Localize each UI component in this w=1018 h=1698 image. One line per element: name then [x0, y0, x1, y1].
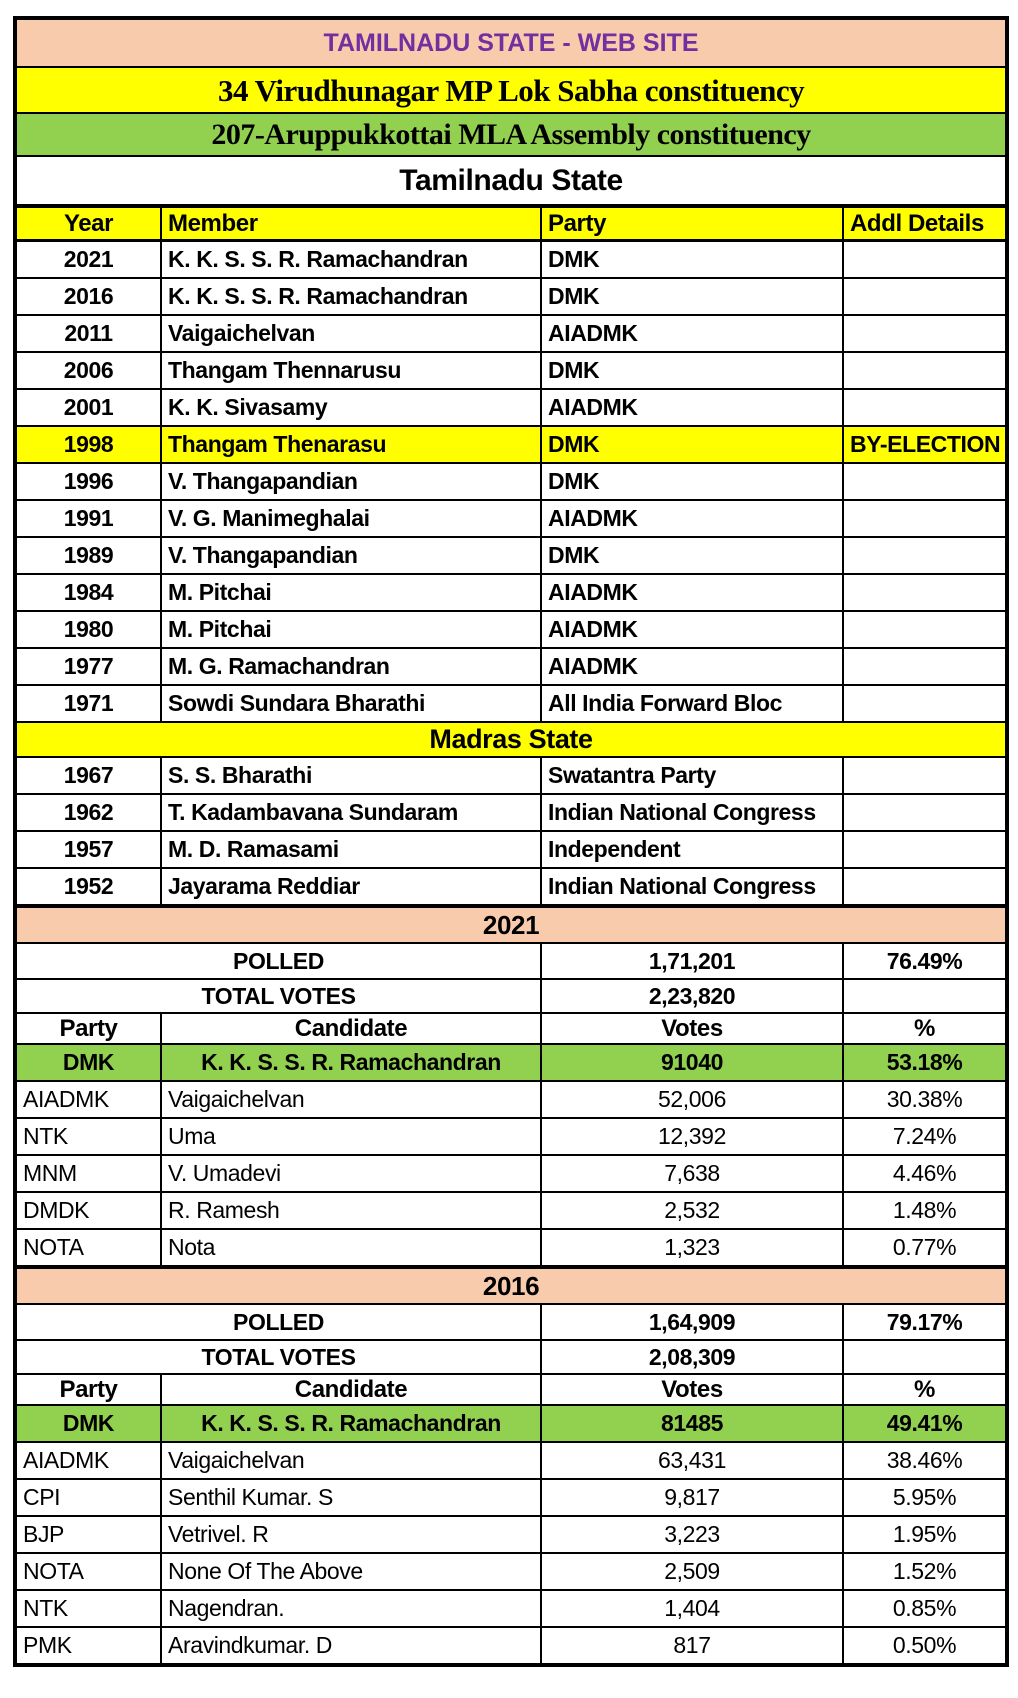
result-percentage: 53.18% — [843, 1044, 1007, 1081]
total-votes-row-2016 — [15, 1340, 1007, 1374]
mp-constituency-row — [15, 67, 1007, 113]
result-votes: 817 — [541, 1627, 843, 1665]
member-name: M. G. Ramachandran — [161, 648, 541, 685]
result-votes: 3,223 — [541, 1516, 843, 1553]
result-party: AIADMK — [15, 1442, 161, 1479]
result-percentage: 7.24% — [843, 1118, 1007, 1155]
member-name: V. G. Manimeghalai — [161, 500, 541, 537]
polled-row-2016 — [15, 1304, 1007, 1340]
member-party: DMK — [541, 278, 843, 315]
member-party: AIADMK — [541, 574, 843, 611]
member-name: T. Kadambavana Sundaram — [161, 794, 541, 831]
result-candidate: K. K. S. S. R. Ramachandran — [161, 1405, 541, 1442]
result-percentage: 1.48% — [843, 1192, 1007, 1229]
member-addl-details — [843, 500, 1007, 537]
result-party: DMK — [15, 1405, 161, 1442]
result-votes: 52,006 — [541, 1081, 843, 1118]
member-addl-details — [843, 463, 1007, 500]
member-addl-details — [843, 685, 1007, 722]
total-votes-label: TOTAL VOTES — [15, 1340, 541, 1374]
result-percentage: 1.52% — [843, 1553, 1007, 1590]
election-year-2016: 2016 — [15, 1267, 1007, 1304]
member-year: 2006 — [15, 352, 161, 389]
polled-label: POLLED — [15, 1304, 541, 1340]
mla-constituency-row — [15, 113, 1007, 156]
result-percentage: 38.46% — [843, 1442, 1007, 1479]
member-party: AIADMK — [541, 648, 843, 685]
result-candidate: Nagendran. — [161, 1590, 541, 1627]
result-party: DMDK — [15, 1192, 161, 1229]
results-header-row-2021 — [15, 1013, 1007, 1044]
mp-constituency-title: 34 Virudhunagar MP Lok Sabha constituency — [15, 67, 1007, 113]
member-row-1977 — [15, 648, 1007, 685]
member-party: Independent — [541, 831, 843, 868]
tamilnadu-state-section-row — [15, 156, 1007, 206]
member-addl-details — [843, 352, 1007, 389]
total-votes-percentage-empty — [843, 1340, 1007, 1374]
member-name: Vaigaichelvan — [161, 315, 541, 352]
member-year: 1967 — [15, 757, 161, 794]
member-addl-details — [843, 611, 1007, 648]
member-row-1962 — [15, 794, 1007, 831]
member-name: Sowdi Sundara Bharathi — [161, 685, 541, 722]
result-percentage: 49.41% — [843, 1405, 1007, 1442]
result-party: DMK — [15, 1044, 161, 1081]
result-party: PMK — [15, 1627, 161, 1665]
column-header-candidate: Candidate — [161, 1374, 541, 1405]
total-votes-value: 2,08,309 — [541, 1340, 843, 1374]
constituency-table — [13, 16, 1009, 1667]
member-addl-details — [843, 831, 1007, 868]
member-row-1957 — [15, 831, 1007, 868]
member-name: Thangam Thenarasu — [161, 426, 541, 463]
member-addl-details — [843, 794, 1007, 831]
result-candidate: Uma — [161, 1118, 541, 1155]
member-name: V. Thangapandian — [161, 537, 541, 574]
member-row-1991 — [15, 500, 1007, 537]
member-addl-details — [843, 868, 1007, 906]
result-votes: 2,532 — [541, 1192, 843, 1229]
member-party: DMK — [541, 537, 843, 574]
member-party: DMK — [541, 241, 843, 279]
member-party: AIADMK — [541, 611, 843, 648]
member-addl-details — [843, 574, 1007, 611]
result-votes: 7,638 — [541, 1155, 843, 1192]
column-header-percent: % — [843, 1374, 1007, 1405]
result-row-NOTA — [15, 1553, 1007, 1590]
column-header-addl-details: Addl Details — [843, 206, 1007, 241]
result-candidate: R. Ramesh — [161, 1192, 541, 1229]
result-party: NOTA — [15, 1553, 161, 1590]
member-year: 1977 — [15, 648, 161, 685]
election-year-row-2016 — [15, 1267, 1007, 1304]
result-votes: 91040 — [541, 1044, 843, 1081]
member-year: 1996 — [15, 463, 161, 500]
election-year-row-2021 — [15, 906, 1007, 943]
result-votes: 1,323 — [541, 1229, 843, 1267]
result-candidate: Aravindkumar. D — [161, 1627, 541, 1665]
member-name: M. Pitchai — [161, 574, 541, 611]
member-name: S. S. Bharathi — [161, 757, 541, 794]
member-addl-details — [843, 537, 1007, 574]
result-candidate: V. Umadevi — [161, 1155, 541, 1192]
polled-label: POLLED — [15, 943, 541, 979]
result-votes: 2,509 — [541, 1553, 843, 1590]
result-percentage: 0.50% — [843, 1627, 1007, 1665]
election-results-sheet — [13, 16, 1005, 1667]
column-header-member: Member — [161, 206, 541, 241]
result-percentage: 0.77% — [843, 1229, 1007, 1267]
member-row-1998 — [15, 426, 1007, 463]
result-party: NOTA — [15, 1229, 161, 1267]
result-votes: 81485 — [541, 1405, 843, 1442]
member-addl-details — [843, 241, 1007, 279]
polled-votes: 1,64,909 — [541, 1304, 843, 1340]
total-votes-row-2021 — [15, 979, 1007, 1013]
result-row-PMK — [15, 1627, 1007, 1665]
result-percentage: 30.38% — [843, 1081, 1007, 1118]
result-party: CPI — [15, 1479, 161, 1516]
member-year: 1952 — [15, 868, 161, 906]
mla-constituency-title: 207-Aruppukkottai MLA Assembly constituency — [15, 113, 1007, 156]
result-row-BJP — [15, 1516, 1007, 1553]
member-row-2001 — [15, 389, 1007, 426]
member-year: 1991 — [15, 500, 161, 537]
column-header-votes: Votes — [541, 1374, 843, 1405]
member-addl-details — [843, 389, 1007, 426]
member-row-1980 — [15, 611, 1007, 648]
result-row-AIADMK — [15, 1081, 1007, 1118]
member-party: AIADMK — [541, 389, 843, 426]
member-party: All India Forward Bloc — [541, 685, 843, 722]
result-percentage: 0.85% — [843, 1590, 1007, 1627]
member-addl-details — [843, 757, 1007, 794]
result-percentage: 4.46% — [843, 1155, 1007, 1192]
member-name: M. D. Ramasami — [161, 831, 541, 868]
member-name: K. K. S. S. R. Ramachandran — [161, 241, 541, 279]
member-year: 2021 — [15, 241, 161, 279]
member-year: 1957 — [15, 831, 161, 868]
member-year: 2001 — [15, 389, 161, 426]
result-votes: 9,817 — [541, 1479, 843, 1516]
member-row-2016 — [15, 278, 1007, 315]
result-percentage: 5.95% — [843, 1479, 1007, 1516]
member-year: 1984 — [15, 574, 161, 611]
column-header-year: Year — [15, 206, 161, 241]
result-percentage: 1.95% — [843, 1516, 1007, 1553]
polled-votes: 1,71,201 — [541, 943, 843, 979]
section-title-tamilnadu-state: Tamilnadu State — [15, 156, 1007, 206]
result-row-NOTA — [15, 1229, 1007, 1267]
column-header-candidate: Candidate — [161, 1013, 541, 1044]
member-name: V. Thangapandian — [161, 463, 541, 500]
result-row-NTK — [15, 1590, 1007, 1627]
member-year: 1980 — [15, 611, 161, 648]
total-votes-percentage-empty — [843, 979, 1007, 1013]
member-party: DMK — [541, 426, 843, 463]
member-addl-details — [843, 278, 1007, 315]
result-row-DMDK — [15, 1192, 1007, 1229]
column-header-party: Party — [541, 206, 843, 241]
member-year: 1989 — [15, 537, 161, 574]
site-title-row — [15, 18, 1007, 67]
column-header-party: Party — [15, 1013, 161, 1044]
member-name: Jayarama Reddiar — [161, 868, 541, 906]
member-row-1996 — [15, 463, 1007, 500]
member-addl-details: BY-ELECTION — [843, 426, 1007, 463]
total-votes-label: TOTAL VOTES — [15, 979, 541, 1013]
result-party: BJP — [15, 1516, 161, 1553]
column-header-party: Party — [15, 1374, 161, 1405]
results-header-row-2016 — [15, 1374, 1007, 1405]
member-party: Swatantra Party — [541, 757, 843, 794]
election-year-2021: 2021 — [15, 906, 1007, 943]
result-party: NTK — [15, 1118, 161, 1155]
member-year: 1971 — [15, 685, 161, 722]
tamilnadu-members-rows — [15, 241, 1007, 723]
result-votes: 1,404 — [541, 1590, 843, 1627]
result-votes: 12,392 — [541, 1118, 843, 1155]
member-addl-details — [843, 648, 1007, 685]
section-title-madras-state: Madras State — [15, 722, 1007, 757]
polled-row-2021 — [15, 943, 1007, 979]
result-votes: 63,431 — [541, 1442, 843, 1479]
member-year: 2011 — [15, 315, 161, 352]
result-candidate: Senthil Kumar. S — [161, 1479, 541, 1516]
member-row-2006 — [15, 352, 1007, 389]
result-candidate: Vetrivel. R — [161, 1516, 541, 1553]
member-party: AIADMK — [541, 315, 843, 352]
member-name: K. K. Sivasamy — [161, 389, 541, 426]
result-row-NTK — [15, 1118, 1007, 1155]
result-row-MNM — [15, 1155, 1007, 1192]
result-candidate: Vaigaichelvan — [161, 1442, 541, 1479]
member-party: Indian National Congress — [541, 794, 843, 831]
result-party: MNM — [15, 1155, 161, 1192]
result-party: NTK — [15, 1590, 161, 1627]
member-row-1967 — [15, 757, 1007, 794]
results-rows-2016 — [15, 1405, 1007, 1665]
result-party: AIADMK — [15, 1081, 161, 1118]
member-row-1989 — [15, 537, 1007, 574]
member-row-1984 — [15, 574, 1007, 611]
winner-result-row-DMK — [15, 1044, 1007, 1081]
polled-percentage: 76.49% — [843, 943, 1007, 979]
result-candidate: Nota — [161, 1229, 541, 1267]
result-candidate: None Of The Above — [161, 1553, 541, 1590]
member-row-1971 — [15, 685, 1007, 722]
result-row-AIADMK — [15, 1442, 1007, 1479]
member-addl-details — [843, 315, 1007, 352]
member-party: AIADMK — [541, 500, 843, 537]
column-header-percent: % — [843, 1013, 1007, 1044]
member-row-1952 — [15, 868, 1007, 906]
winner-result-row-DMK — [15, 1405, 1007, 1442]
site-title: TAMILNADU STATE - WEB SITE — [15, 18, 1007, 67]
result-row-CPI — [15, 1479, 1007, 1516]
members-header-row — [15, 206, 1007, 241]
result-candidate: K. K. S. S. R. Ramachandran — [161, 1044, 541, 1081]
member-row-2021 — [15, 241, 1007, 279]
member-party: DMK — [541, 463, 843, 500]
result-candidate: Vaigaichelvan — [161, 1081, 541, 1118]
madras-members-rows — [15, 757, 1007, 906]
polled-percentage: 79.17% — [843, 1304, 1007, 1340]
member-year: 1962 — [15, 794, 161, 831]
madras-state-section-row — [15, 722, 1007, 757]
member-name: K. K. S. S. R. Ramachandran — [161, 278, 541, 315]
member-row-2011 — [15, 315, 1007, 352]
member-party: DMK — [541, 352, 843, 389]
member-party: Indian National Congress — [541, 868, 843, 906]
member-name: M. Pitchai — [161, 611, 541, 648]
member-year: 1998 — [15, 426, 161, 463]
total-votes-value: 2,23,820 — [541, 979, 843, 1013]
member-name: Thangam Thennarusu — [161, 352, 541, 389]
member-year: 2016 — [15, 278, 161, 315]
column-header-votes: Votes — [541, 1013, 843, 1044]
results-rows-2021 — [15, 1044, 1007, 1267]
